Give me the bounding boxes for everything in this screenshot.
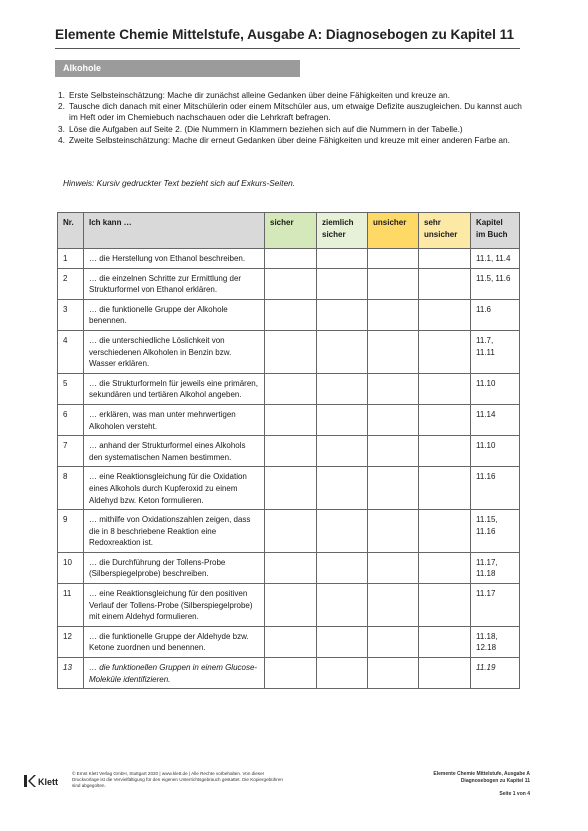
row-number: 5 <box>58 373 84 404</box>
table-row <box>58 436 520 467</box>
row-kapitel: 11.10 <box>471 436 520 467</box>
checkbox-sehr-unsicher[interactable] <box>419 404 471 435</box>
checkbox-sicher[interactable] <box>265 552 317 583</box>
logo-text: Klett <box>38 777 58 787</box>
table-row <box>58 330 520 373</box>
table-row <box>58 268 520 299</box>
checkbox-sicher[interactable] <box>265 467 317 510</box>
checkbox-ziemlich-sicher[interactable] <box>317 299 368 330</box>
checkbox-sicher[interactable] <box>265 584 317 627</box>
checkbox-ziemlich-sicher[interactable] <box>317 467 368 510</box>
checkbox-unsicher[interactable] <box>368 552 419 583</box>
footer-sheet-title: Diagnosebogen zu Kapitel 11 <box>460 778 530 784</box>
header-sicher: sicher <box>265 213 317 249</box>
header-ich-kann: Ich kann … <box>84 213 265 249</box>
table-row <box>58 467 520 510</box>
row-kapitel: 11.7, 11.11 <box>471 330 520 373</box>
checkbox-unsicher[interactable] <box>368 467 419 510</box>
checkbox-sicher[interactable] <box>265 626 317 657</box>
checkbox-unsicher[interactable] <box>368 626 419 657</box>
checkbox-unsicher[interactable] <box>368 404 419 435</box>
copyright-notice: © Ernst Klett Verlag GmbH, Stuttgart 2020 | www.klett.de | Alle Rechte vorbehalten. Von dieser Druckvorlage ist die Vervielfältigung für den eigenen Unterrichtsgebrauch gestattet. Die Kopiergebühren sind abgegolten. <box>72 771 283 788</box>
checkbox-ziemlich-sicher[interactable] <box>317 436 368 467</box>
page-title: Elemente Chemie Mittelstufe, Ausgabe A: Diagnosebogen zu Kapitel 11 <box>55 27 515 42</box>
hint-text: Hinweis: Kursiv gedruckter Text bezieht sich auf Exkurs-Seiten. <box>63 178 296 188</box>
checkbox-sicher[interactable] <box>265 249 317 269</box>
row-kapitel: 11.17 <box>471 584 520 627</box>
checkbox-unsicher[interactable] <box>368 249 419 269</box>
row-kapitel: 11.6 <box>471 299 520 330</box>
row-skill-text: … eine Reaktionsgleichung für die Oxidation eines Alkohols durch Kupferoxid zu einem Aldehyd bzw. Keton formulieren. <box>84 467 265 510</box>
row-skill-text: … eine Reaktionsgleichung für den positiven Verlauf der Tollens-Probe (Silberspiegelprobe) mit einem Aldehyd formulieren. <box>84 584 265 627</box>
checkbox-unsicher[interactable] <box>368 268 419 299</box>
footer-book-title: Elemente Chemie Mittelstufe, Ausgabe A <box>433 771 530 777</box>
checkbox-sehr-unsicher[interactable] <box>419 552 471 583</box>
row-number: 8 <box>58 467 84 510</box>
footer-info <box>330 771 530 798</box>
row-number: 1 <box>58 249 84 269</box>
row-number: 6 <box>58 404 84 435</box>
checkbox-unsicher[interactable] <box>368 584 419 627</box>
self-assessment-table <box>57 212 520 689</box>
table-row <box>58 299 520 330</box>
checkbox-ziemlich-sicher[interactable] <box>317 404 368 435</box>
checkbox-unsicher[interactable] <box>368 510 419 553</box>
row-kapitel: 11.16 <box>471 467 520 510</box>
instruction-item: 4. Zweite Selbsteinschätzung: Mache dir erneut Gedanken über deine Fähigkeiten und kreuze mit einer anderen Farbe an. <box>58 134 510 145</box>
table-row <box>58 658 520 689</box>
row-skill-text: … anhand der Strukturformel eines Alkohols den systematischen Namen bestimmen. <box>84 436 265 467</box>
table-row <box>58 552 520 583</box>
row-skill-text: … die Strukturformeln für jeweils eine primären, sekundären und tertiären Alkohol angeben. <box>84 373 265 404</box>
checkbox-sicher[interactable] <box>265 658 317 689</box>
checkbox-sehr-unsicher[interactable] <box>419 330 471 373</box>
row-number: 3 <box>58 299 84 330</box>
row-skill-text: … die Durchführung der Tollens-Probe (Silberspiegelprobe) beschreiben. <box>84 552 265 583</box>
row-skill-text: … die Herstellung von Ethanol beschreiben. <box>84 249 265 269</box>
table-row <box>58 626 520 657</box>
checkbox-ziemlich-sicher[interactable] <box>317 510 368 553</box>
row-number: 12 <box>58 626 84 657</box>
row-kapitel: 11.10 <box>471 373 520 404</box>
checkbox-sicher[interactable] <box>265 299 317 330</box>
row-kapitel: 11.5, 11.6 <box>471 268 520 299</box>
row-kapitel: 11.17, 11.18 <box>471 552 520 583</box>
checkbox-sehr-unsicher[interactable] <box>419 467 471 510</box>
header-sehr-unsicher: sehr unsicher <box>419 213 471 249</box>
instruction-item: 2. Tausche dich danach mit einer Mitschülerin oder einem Mitschüler aus, um etwaige Defizite auszugleichen. Du kannst auch im Heft oder im Chemiebuch nachschauen oder die Lehrkraft befragen. <box>58 101 522 123</box>
row-kapitel: 11.15, 11.16 <box>471 510 520 553</box>
checkbox-sehr-unsicher[interactable] <box>419 510 471 553</box>
row-number: 11 <box>58 584 84 627</box>
checkbox-sehr-unsicher[interactable] <box>419 373 471 404</box>
checkbox-sehr-unsicher[interactable] <box>419 436 471 467</box>
checkbox-ziemlich-sicher[interactable] <box>317 552 368 583</box>
table-header-row <box>58 213 520 249</box>
checkbox-ziemlich-sicher[interactable] <box>317 584 368 627</box>
table-body <box>58 249 520 689</box>
row-skill-text: … die einzelnen Schritte zur Ermittlung der Strukturformel von Ethanol erklären. <box>84 268 265 299</box>
row-number: 10 <box>58 552 84 583</box>
checkbox-sicher[interactable] <box>265 373 317 404</box>
row-skill-text: … erklären, was man unter mehrwertigen Alkoholen versteht. <box>84 404 265 435</box>
checkbox-sicher[interactable] <box>265 268 317 299</box>
checkbox-sehr-unsicher[interactable] <box>419 658 471 689</box>
table-row <box>58 249 520 269</box>
checkbox-sehr-unsicher[interactable] <box>419 626 471 657</box>
checkbox-ziemlich-sicher[interactable] <box>317 249 368 269</box>
checkbox-unsicher[interactable] <box>368 299 419 330</box>
row-skill-text: … die unterschiedliche Löslichkeit von verschiedenen Alkoholen in Benzin bzw. Wasser erklären. <box>84 330 265 373</box>
checkbox-sehr-unsicher[interactable] <box>419 584 471 627</box>
title-divider <box>55 48 520 49</box>
row-skill-text: … die funktionelle Gruppe der Aldehyde bzw. Ketone zuordnen und benennen. <box>84 626 265 657</box>
checkbox-ziemlich-sicher[interactable] <box>317 268 368 299</box>
row-kapitel: 11.14 <box>471 404 520 435</box>
section-heading: Alkohole <box>55 60 300 77</box>
checkbox-sehr-unsicher[interactable] <box>419 249 471 269</box>
instruction-list <box>55 90 525 146</box>
checkbox-ziemlich-sicher[interactable] <box>317 658 368 689</box>
row-number: 7 <box>58 436 84 467</box>
row-skill-text: … die funktionellen Gruppen in einem Glucose-Moleküle identifizieren. <box>84 658 265 689</box>
checkbox-sicher[interactable] <box>265 510 317 553</box>
table-row <box>58 373 520 404</box>
instruction-item: 3. Löse die Aufgaben auf Seite 2. (Die Nummern in Klammern beziehen sich auf die Nummern in der Tabelle.) <box>58 123 463 134</box>
checkbox-ziemlich-sicher[interactable] <box>317 626 368 657</box>
table-row <box>58 510 520 553</box>
row-number: 4 <box>58 330 84 373</box>
row-skill-text: … mithilfe von Oxidationszahlen zeigen, dass die in 8 beschriebene Reaktion eine Redoxreaktion ist. <box>84 510 265 553</box>
row-number: 13 <box>58 658 84 689</box>
checkbox-ziemlich-sicher[interactable] <box>317 373 368 404</box>
checkbox-sicher[interactable] <box>265 404 317 435</box>
checkbox-sehr-unsicher[interactable] <box>419 299 471 330</box>
page-number: Seite 1 von 4 <box>499 791 530 797</box>
header-ziemlich-sicher: ziemlich sicher <box>317 213 368 249</box>
header-kapitel: Kapitel im Buch <box>471 213 520 249</box>
header-unsicher: unsicher <box>368 213 419 249</box>
instruction-item: 1. Erste Selbsteinschätzung: Mache dir zunächst alleine Gedanken über deine Fähigkeiten und kreuze an. <box>58 90 450 100</box>
row-number: 2 <box>58 268 84 299</box>
checkbox-sicher[interactable] <box>265 330 317 373</box>
klett-logo <box>24 772 64 795</box>
header-nr: Nr. <box>58 213 84 249</box>
checkbox-unsicher[interactable] <box>368 436 419 467</box>
checkbox-unsicher[interactable] <box>368 330 419 373</box>
row-skill-text: … die funktionelle Gruppe der Alkohole benennen. <box>84 299 265 330</box>
row-kapitel: 11.19 <box>471 658 520 689</box>
checkbox-sicher[interactable] <box>265 436 317 467</box>
checkbox-sehr-unsicher[interactable] <box>419 268 471 299</box>
table-row <box>58 584 520 627</box>
checkbox-ziemlich-sicher[interactable] <box>317 330 368 373</box>
row-number: 9 <box>58 510 84 553</box>
row-kapitel: 11.1, 11.4 <box>471 249 520 269</box>
checkbox-unsicher[interactable] <box>368 373 419 404</box>
row-kapitel: 11.18, 12.18 <box>471 626 520 657</box>
checkbox-unsicher[interactable] <box>368 658 419 689</box>
table-row <box>58 404 520 435</box>
